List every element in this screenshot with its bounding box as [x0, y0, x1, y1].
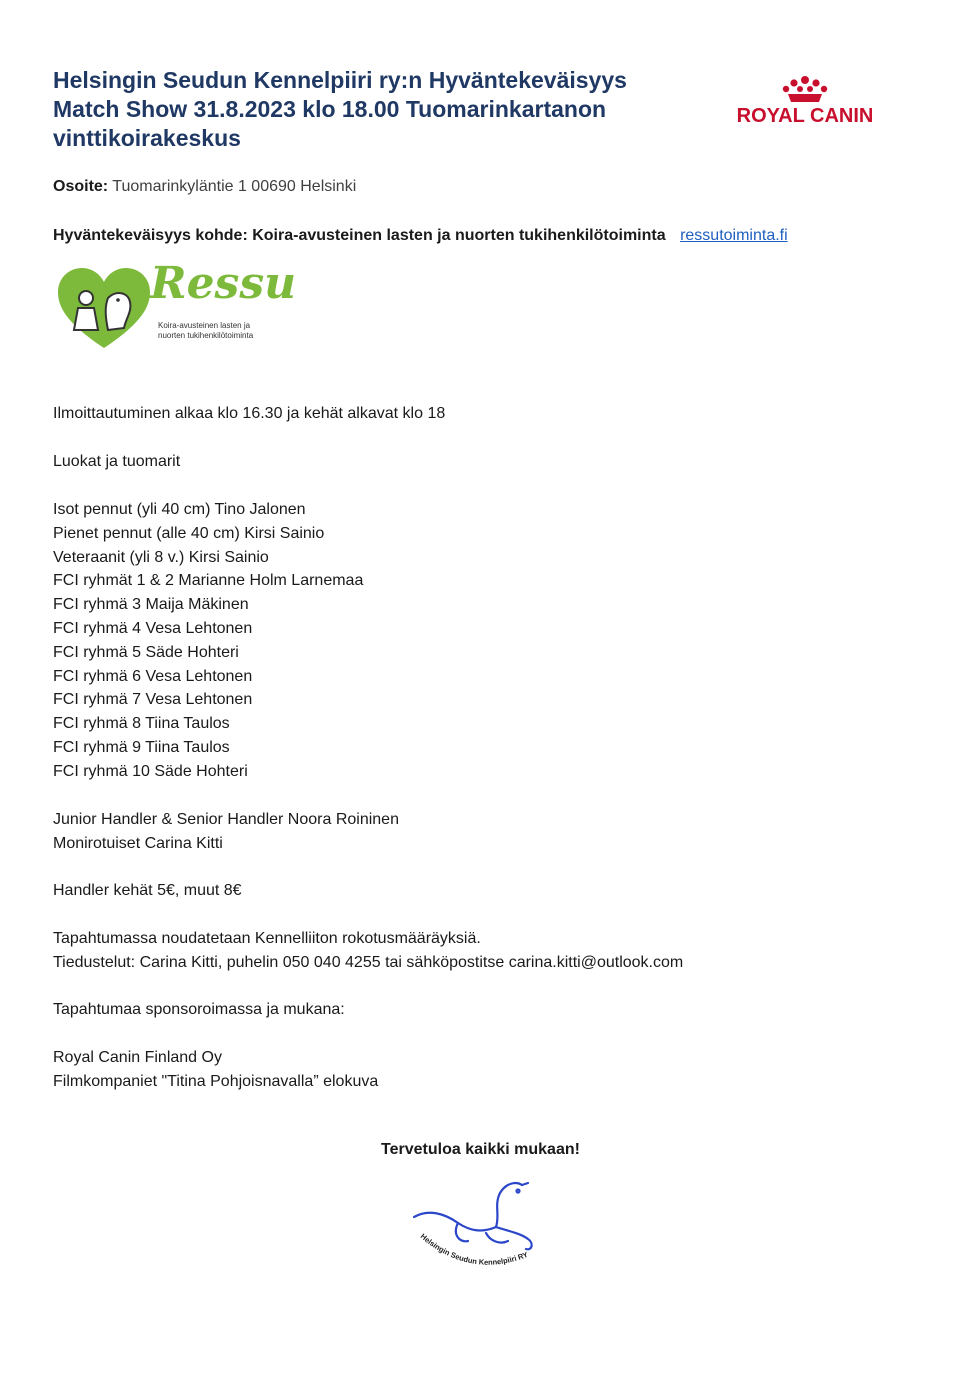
ressu-brand: Ressu [150, 258, 297, 309]
ressu-logo [58, 258, 298, 352]
royal-canin-wordmark: ROYAL CANIN [736, 105, 874, 127]
kennel-district-text: Helsingin Seudun Kennelpiiri RY [418, 1231, 530, 1267]
address-value: Tuomarinkyläntie 1 00690 Helsinki [112, 178, 357, 195]
title-line-3: vinttikoirakeskus [53, 125, 241, 151]
sponsors-list [53, 1046, 378, 1094]
class-item: Pienet pennut (alle 40 cm) Kirsi Sainio [53, 524, 325, 542]
class-item: FCI ryhmä 8 Tiina Taulos [53, 715, 230, 733]
class-item: FCI ryhmät 1 & 2 Marianne Holm Larnemaa [53, 572, 364, 590]
heart-dog-icon [58, 268, 150, 352]
class-item: FCI ryhmä 6 Vesa Lehtonen [53, 667, 253, 685]
handler-item: Monirotuiset Carina Kitti [53, 834, 223, 852]
registration-text: Ilmoittautuminen alkaa klo 16.30 ja kehät alkavat klo 18 [53, 405, 446, 422]
sponsor-item: Filmkompaniet "Titina Pohjoisnavalla” elokuva [53, 1072, 379, 1090]
class-item: FCI ryhmä 4 Vesa Lehtonen [53, 619, 253, 637]
class-item: FCI ryhmä 3 Maija Mäkinen [53, 596, 249, 614]
crown-icon [783, 76, 827, 102]
class-item: FCI ryhmä 9 Tiina Taulos [53, 738, 230, 756]
royal-canin-logo [730, 70, 880, 130]
ressu-subtitle [158, 321, 253, 341]
address-line [53, 175, 356, 199]
handlers-list [53, 808, 399, 856]
kennel-district-logo [408, 1175, 558, 1285]
class-item: FCI ryhmä 7 Vesa Lehtonen [53, 691, 253, 709]
charity-line [53, 224, 788, 248]
charity-link[interactable]: ressutoiminta.fi [680, 227, 788, 244]
title-line-1: Helsingin Seudun Kennelpiiri ry:n Hyväntekeväisyys [53, 67, 627, 93]
class-item: FCI ryhmä 5 Säde Hohteri [53, 643, 239, 661]
handler-item: Junior Handler & Senior Handler Noora Roininen [53, 811, 399, 828]
class-item: Isot pennut (yli 40 cm) Tino Jalonen [53, 501, 306, 518]
ressu-subtitle-line-1: Koira-avusteinen lasten ja [158, 321, 251, 330]
ressu-subtitle-line-2: nuorten tukihenkilötoiminta [158, 331, 254, 340]
sponsor-item: Royal Canin Finland Oy [53, 1049, 222, 1066]
page-title [53, 66, 713, 153]
classes-list [53, 498, 363, 784]
class-item: Veteraanit (yli 8 v.) Kirsi Sainio [53, 548, 269, 566]
info-block [53, 927, 683, 975]
sponsors-heading: Tapahtumaa sponsoroimassa ja mukana: [53, 1001, 345, 1018]
address-label: Osoite: [53, 178, 109, 195]
classes-heading: Luokat ja tuomarit [53, 453, 181, 470]
title-line-2: Match Show 31.8.2023 klo 18.00 Tuomarinkartanon [53, 96, 607, 122]
class-item: FCI ryhmä 10 Säde Hohteri [53, 762, 248, 780]
fees-text: Handler kehät 5€, muut 8€ [53, 882, 242, 899]
charity-label: Hyväntekeväisyys kohde: Koira-avusteinen lasten ja nuorten tukihenkilötoiminta [53, 227, 666, 244]
welcome-text: Tervetuloa kaikki mukaan! [381, 1141, 580, 1158]
info-rules: Tapahtumassa noudatetaan Kennelliiton rokotusmääräyksiä. [53, 930, 481, 947]
info-contact: Tiedustelut: Carina Kitti, puhelin 050 040 4255 tai sähköpostitse carina.kitti@outlook.com [53, 953, 684, 971]
